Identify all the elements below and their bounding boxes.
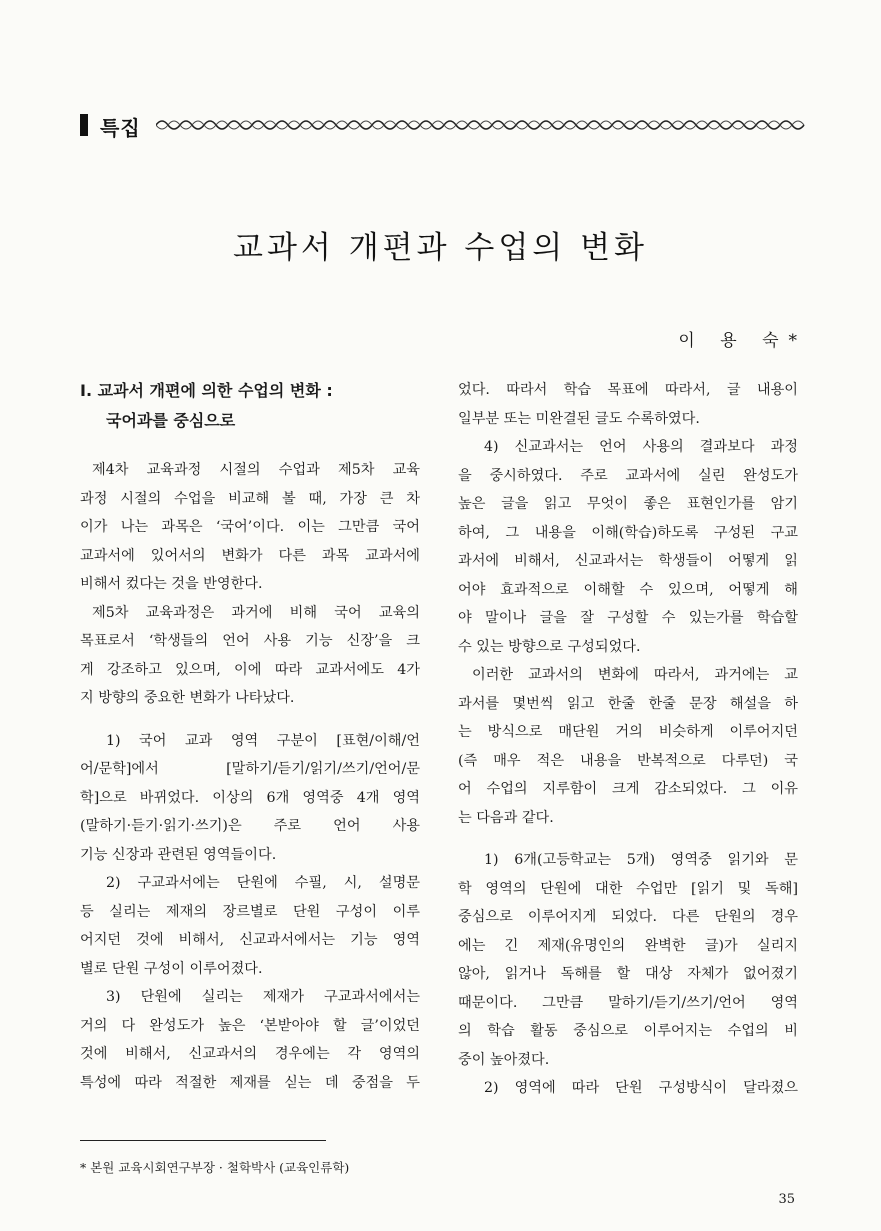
text-line: 과정 시절의 수업을 비교해 볼 때, 가장 큰 차: [80, 490, 420, 507]
paragraph: [458, 433, 798, 661]
section-heading-line1: Ⅰ. 교과서 개편에 의한 수업의 변화 :: [80, 381, 333, 400]
text-line: 목표로서 ‘학생들의 언어 사용 기능 신장’을 크: [80, 633, 420, 649]
paragraph: [80, 599, 420, 713]
text-line: 기능 신장과 관련된 영역들이다.: [80, 846, 277, 863]
text-line: 때문이다. 그만큼 말하기/듣기/쓰기/언어 영역: [458, 994, 798, 1011]
text-line: 2) 영역에 따라 단원 구성방식이 달라졌으: [484, 1080, 798, 1096]
text-line: 을 중시하였다. 주로 교과서에 실린 완성도가: [458, 467, 798, 484]
text-line: 일부분 또는 미완결된 글도 수록하였다.: [458, 410, 700, 427]
text-line: 않아, 읽거나 독해를 할 대상 자체가 없어졌기: [458, 966, 798, 982]
text-line: 제5차 교육과정은 과거에 비해 국어 교육의: [92, 604, 420, 621]
text-line: 학 영역의 단원에 대한 수업만 [읽기 및 독해]: [458, 880, 798, 897]
text-line: 3) 단원에 실리는 제재가 구교과서에서는: [106, 989, 420, 1005]
text-line: 별로 단원 구성이 이루어졌다.: [80, 960, 263, 977]
text-line: 야 말이나 글을 잘 구성할 수 있는가를 학습할: [458, 610, 798, 626]
text-line: 거의 다 완성도가 높은 ‘본받아야 할 글’이었던: [80, 1017, 420, 1034]
left-column: [80, 376, 420, 1097]
text-line: 4) 신교과서는 언어 사용의 결과보다 과정: [484, 439, 798, 455]
text-line: (즉 매우 적은 내용을 반복적으로 다루던) 국: [458, 752, 798, 769]
text-line: 비해서 컸다는 것을 반영한다.: [80, 576, 263, 592]
author-name: 이 용 숙*: [678, 331, 807, 351]
ornament-border-icon: [156, 117, 806, 133]
paragraph: [458, 376, 798, 433]
paragraph: [458, 1074, 798, 1103]
text-line: 수 있는 방향으로 구성되었다.: [458, 638, 641, 655]
section-banner: [76, 108, 806, 142]
banner-bar-icon: [80, 114, 88, 136]
right-column: [458, 376, 798, 1103]
text-line: 어 수업의 지루함이 크게 감소되었다. 그 이유: [458, 781, 798, 797]
text-line: 2) 구교과서에는 단원에 수필, 시, 설명문: [106, 875, 420, 891]
text-line: 는 방식으로 매단원 거의 비슷하게 이루어지던: [458, 724, 798, 740]
text-line: 하여, 그 내용을 이해(학습)하도록 구성된 구교: [458, 524, 798, 541]
section-heading-line2: 국어과를 중심으로: [106, 411, 236, 430]
text-line: 등 실리는 제재의 장르별로 단원 구성이 이루: [80, 903, 420, 920]
text-line: 1) 국어 교과 영역 구분이 [표현/이해/언: [106, 732, 420, 749]
text-line: 제4차 교육과정 시절의 수업과 제5차 교육: [92, 462, 420, 478]
text-line: 어야 효과적으로 이해할 수 있으며, 어떻게 해: [458, 581, 798, 598]
text-line: 었다. 따라서 학습 목표에 따라서, 글 내용이: [458, 382, 798, 398]
footnote: * 본원 교육시회연구부장 · 철학박사 (교육인류학): [80, 1160, 350, 1175]
text-line: 어/문학]에서 [말하기/듣기/읽기/쓰기/언어/문: [80, 761, 420, 777]
paragraph: [80, 456, 420, 599]
text-line: 높은 글을 읽고 무엇이 좋은 표현인가를 암기: [458, 496, 798, 512]
text-line: 지 방향의 중요한 변화가 나타났다.: [80, 690, 295, 706]
section-heading: [80, 376, 420, 436]
text-line: 1) 6개(고등학교는 5개) 영역중 읽기와 문: [484, 852, 798, 868]
article-title: 교과서 개편과 수업의 변화: [233, 230, 648, 266]
text-line: 는 다음과 같다.: [458, 809, 554, 826]
text-line: 교과서에 있어서의 변화가 다른 과목 교과서에: [80, 547, 420, 564]
text-line: 이가 나는 과목은 ‘국어’이다. 이는 그만큼 국어: [80, 519, 420, 535]
text-line: 어지던 것에 비해서, 신교과서에서는 기능 영역: [80, 932, 420, 948]
paragraph: [80, 983, 420, 1097]
text-line: 에는 긴 제재(유명인의 완벽한 글)가 실리지: [458, 937, 798, 954]
text-line: 의 학습 활동 중심으로 이루어지는 수업의 비: [458, 1023, 798, 1039]
text-line: 과서를 몇번씩 읽고 한줄 한줄 문장 해설을 하: [458, 695, 798, 712]
text-line: 게 강조하고 있으며, 이에 따라 교과서에도 4가: [80, 661, 420, 678]
paragraph: [80, 727, 420, 870]
text-line: 특성에 따라 적절한 제재를 싣는 데 중점을 두: [80, 1074, 420, 1091]
text-line: 학]으로 바뀌었다. 이상의 6개 영역중 4개 영역: [80, 789, 420, 806]
text-line: 중심으로 이루어지게 되었다. 다른 단원의 경우: [458, 909, 798, 925]
paragraph: [458, 661, 798, 832]
section-label: 특집: [100, 116, 141, 140]
text-line: (말하기·듣기·읽기·쓰기)은 주로 언어 사용: [80, 818, 420, 834]
footnote-divider: [80, 1140, 326, 1141]
page-number: 35: [778, 1192, 795, 1207]
text-line: 것에 비해서, 신교과서의 경우에는 각 영역의: [80, 1046, 420, 1062]
paragraph: [458, 846, 798, 1074]
text-line: 과서에 비해서, 신교과서는 학생들이 어떻게 읽: [458, 553, 798, 569]
paragraph: [80, 869, 420, 983]
text-line: 중이 높아졌다.: [458, 1051, 550, 1068]
text-line: 이러한 교과서의 변화에 따라서, 과거에는 교: [472, 667, 798, 683]
